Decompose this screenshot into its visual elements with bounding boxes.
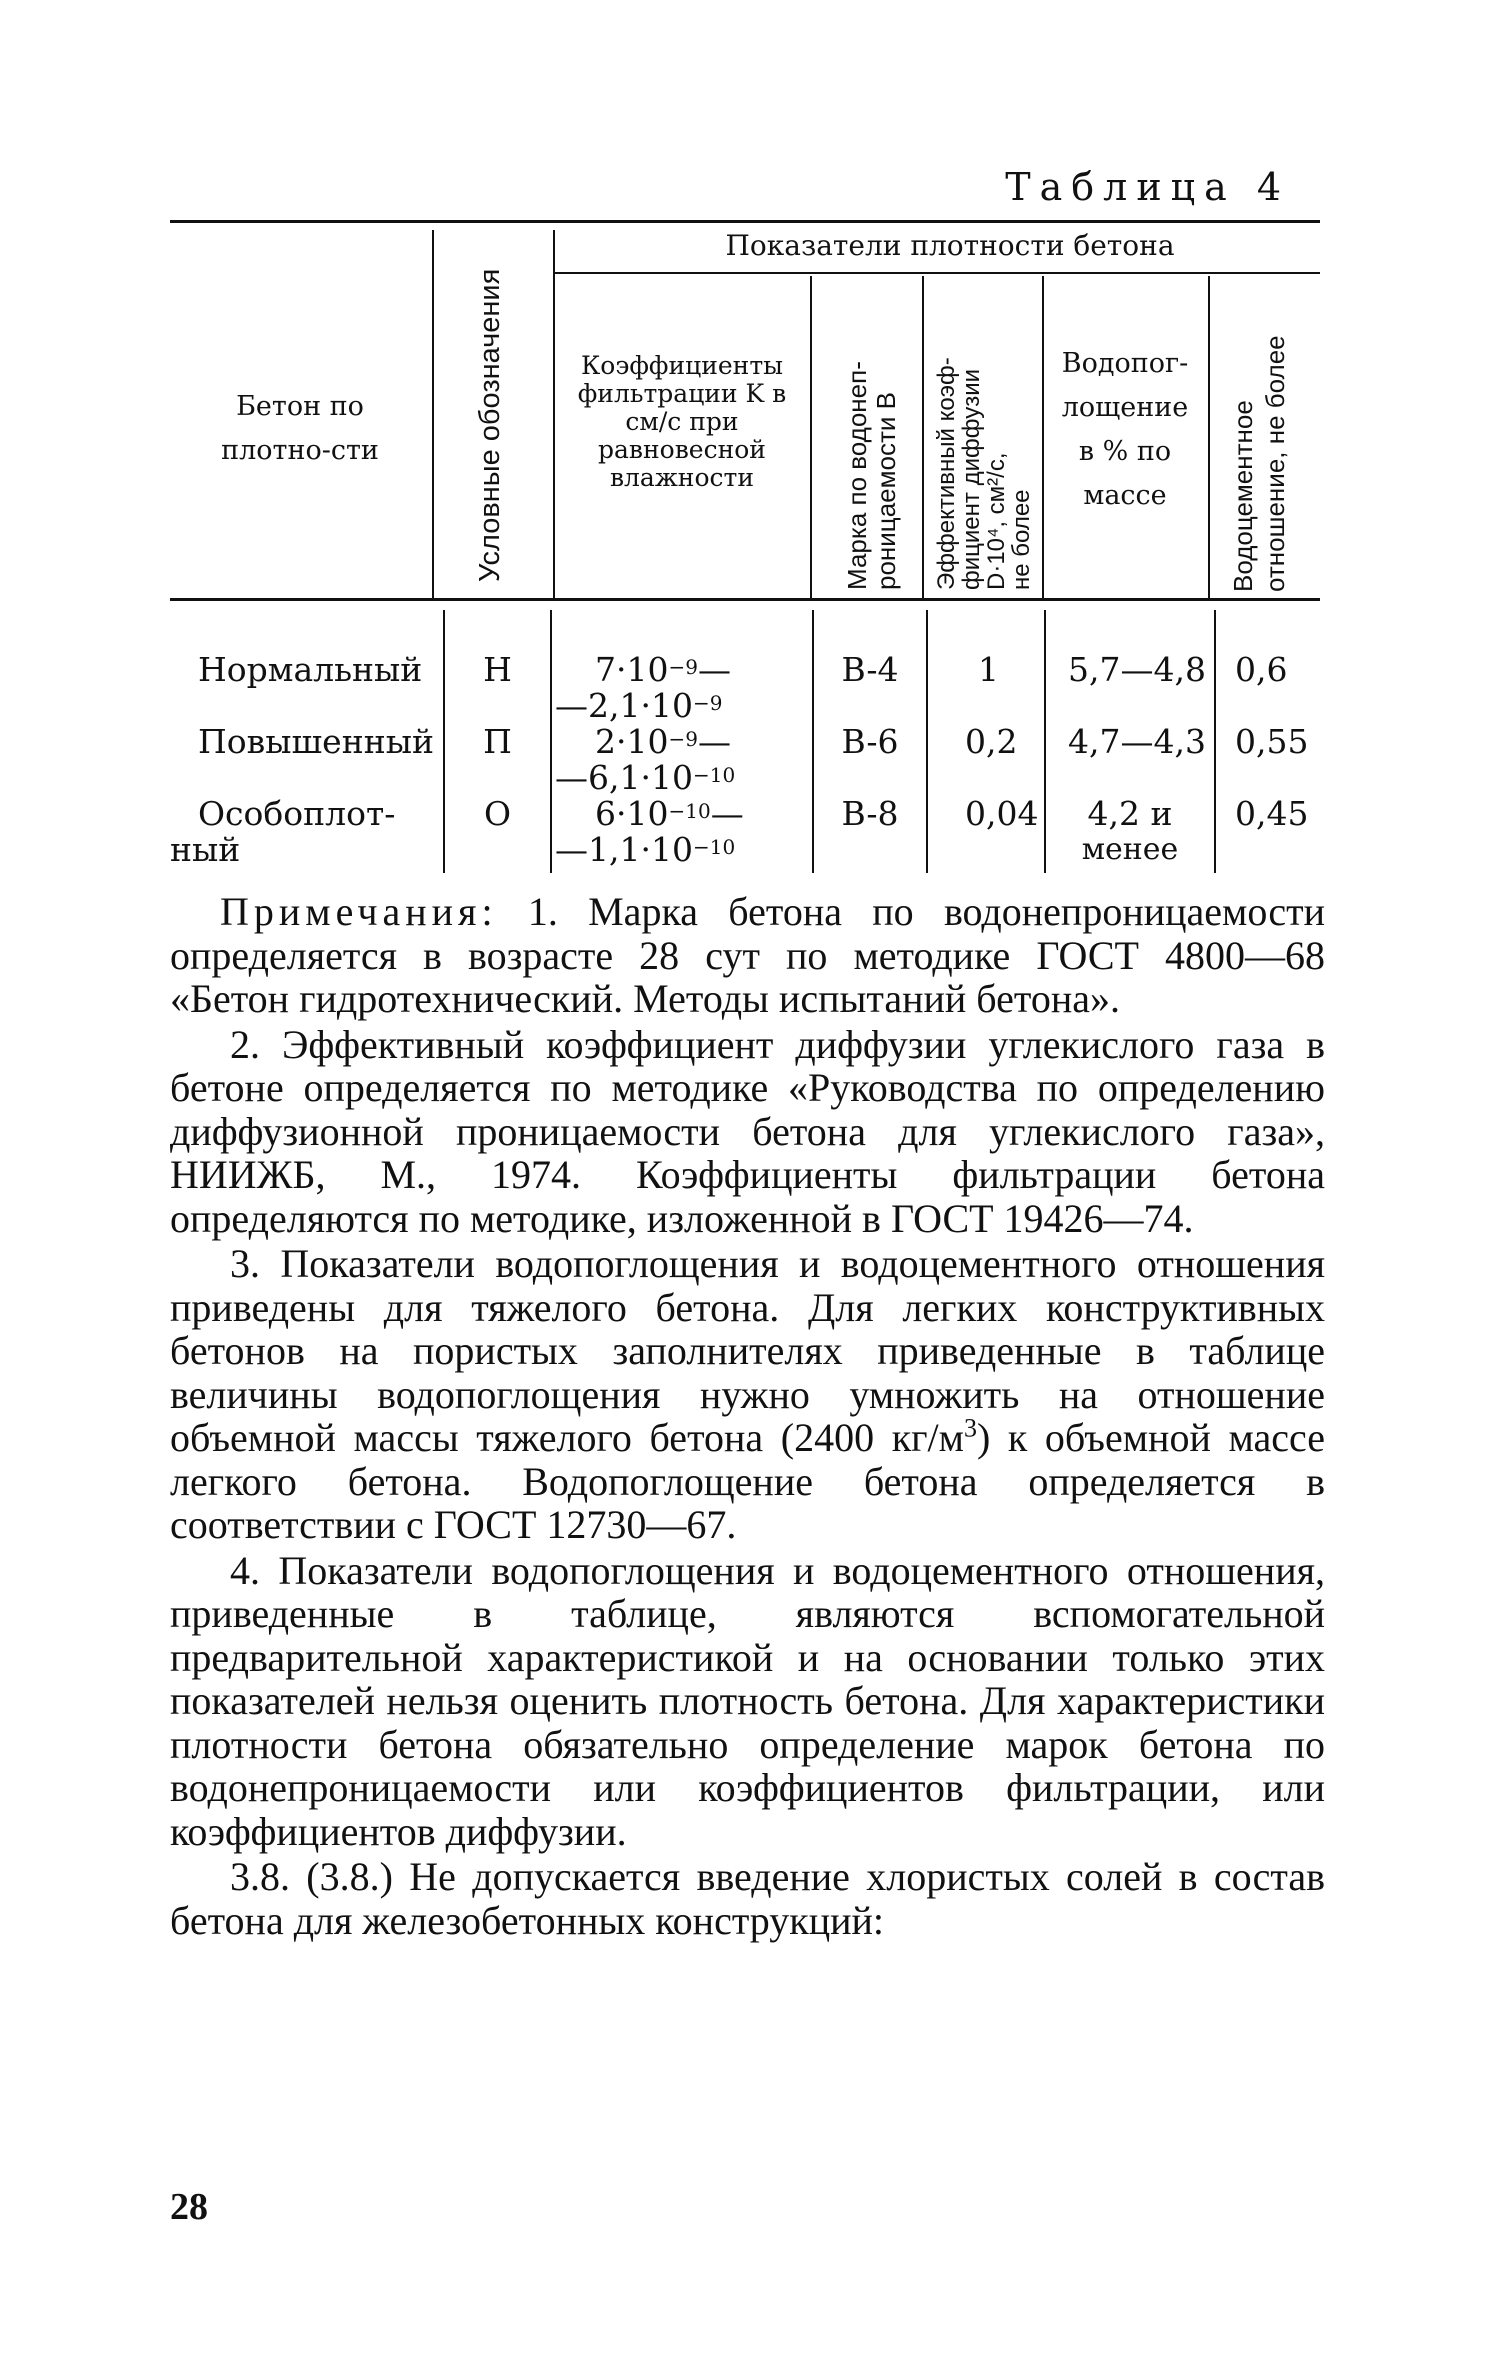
row-special-filtration-a: $6\cdot 10^{-10}—$ <box>595 794 744 833</box>
table-top-rule <box>170 220 1320 223</box>
diffusion-column-header-line1: Эффективный коэф- <box>933 357 960 590</box>
row-special-absorption-line1: 4,2 и <box>1087 794 1173 833</box>
row-normal-grade: B-4 <box>841 650 899 689</box>
row-increased-filtration-b: $—6,1\cdot 10^{-10}$ <box>555 758 736 797</box>
row-special-name-line2: ный <box>170 830 241 869</box>
row-increased-diffusion: 0,2 <box>965 722 1018 761</box>
notes-heading: Примечания: <box>220 889 498 934</box>
table-caption: Таблица 4 <box>1005 165 1290 209</box>
row-special-wc: 0,45 <box>1235 794 1309 833</box>
wc-column-header-line2: отношение, не более <box>1260 335 1290 592</box>
header-divider-1 <box>432 230 434 598</box>
wc-column-header-line1: Водоцементное <box>1228 400 1258 592</box>
row-normal-name: Нормальный <box>198 650 423 689</box>
row-increased-symbol: П <box>483 722 512 761</box>
absorption-column-header: Водопог-лощение в % по массе <box>1061 348 1189 511</box>
grade-column-header-line1: Марка по водонеп- <box>842 361 872 590</box>
page-number: 28 <box>170 2186 208 2228</box>
note-4: 4. Показатели водопоглощения и водоцементного отношения, приведенные в таблице, являются вспомогательной предварительной характеристикой и на основании только этих показателей нельзя оценить плотность бетона. Для характеристики плотности бетона обязательно определение марок бетона по водонепроницаемости или коэффициентов фильтрации, или коэффициентов диффузии. <box>170 1547 1325 1854</box>
row-special-name-line1: Особоплот- <box>198 794 396 833</box>
row-special-diffusion: 0,04 <box>965 794 1039 833</box>
grade-column-header-line2: роницаемости В <box>871 392 901 590</box>
note-3: 3. Показатели водопоглощения и водоцементного отношения приведены для тяжелого бетона. Для легких конструктивных бетонов на пористых заполнителях приведенные в таблице величины водопоглощения нужно умножить на отношение объемной массы тяжелого бетона (2400 $кг/м^3$) к объемной массе легкого бетона. Водопоглощение бетона определяется в соответствии с ГОСТ 12730—67. <box>170 1241 1325 1547</box>
body-divider-2 <box>550 610 552 873</box>
symbol-column-header: Условные обозначения <box>474 268 506 582</box>
row-special-filtration-b: $—1,1\cdot 10^{-10}$ <box>555 830 736 869</box>
diffusion-column-header-line3: D·10⁴, см²/с, <box>983 452 1010 590</box>
row-increased-name: Повышенный <box>198 722 434 761</box>
group-header: Показатели плотности бетона <box>725 229 1175 262</box>
note-1 <box>170 890 1325 1021</box>
row-normal-diffusion: 1 <box>978 650 999 689</box>
row-special-grade: B-8 <box>841 794 899 833</box>
row-normal-filtration-b: $—2,1\cdot 10^{-9}$ <box>555 686 723 725</box>
group-header-rule <box>555 272 1320 274</box>
header-divider-3 <box>810 276 812 598</box>
header-bottom-rule <box>170 598 1320 601</box>
table-notes <box>170 890 1325 1944</box>
row-normal-absorption: 5,7—4,8 <box>1068 650 1206 689</box>
row-increased-grade: B-6 <box>841 722 899 761</box>
note-2: 2. Эффективный коэффициент диффузии углекислого газа в бетоне определяется по методике «Руководства по определению диффузионной проницаемости бетона для углекислого газа», НИИЖБ, М., 1974. Коэффициенты фильтрации бетона определяются по методике, изложенной в ГОСТ 19426—74. <box>170 1021 1325 1241</box>
density-column-header: Бетон по плотно-сти <box>221 391 379 466</box>
row-normal-wc: 0,6 <box>1235 650 1288 689</box>
concrete-density-table <box>170 220 1320 880</box>
row-special-absorption-line2: менее <box>1081 832 1179 867</box>
diffusion-column-header-line2: фициент диффузии <box>958 368 985 590</box>
header-divider-6 <box>1208 276 1210 598</box>
note-1-text: 1. Марка бетона по водонепроницаемости определяется в возрасте 28 сут по методике ГОСТ 4800—68 «Бетон гидротехнический. Методы испытаний бетона». <box>170 889 1325 1021</box>
row-increased-absorption: 4,7—4,3 <box>1068 722 1206 761</box>
row-increased-filtration-a: $2\cdot 10^{-9}—$ <box>595 722 731 761</box>
row-normal-filtration-a: $7\cdot 10^{-9}—$ <box>595 650 731 689</box>
row-increased-wc: 0,55 <box>1235 722 1309 761</box>
header-divider-4 <box>922 276 924 598</box>
row-special-symbol: О <box>483 794 512 833</box>
body-divider-6 <box>1214 610 1216 873</box>
header-divider-2 <box>553 230 555 598</box>
row-normal-symbol: Н <box>483 650 512 689</box>
paragraph-3-8: 3.8. (3.8.) Не допускается введение хлористых солей в состав бетона для железобетонных конструкций: <box>170 1854 1325 1943</box>
filtration-column-header: Коэффициенты фильтрации K в см/с при равновесной влажности <box>577 351 787 492</box>
header-divider-5 <box>1042 276 1044 598</box>
diffusion-column-header-line4: не более <box>1008 489 1035 590</box>
body-divider-4 <box>926 610 928 873</box>
